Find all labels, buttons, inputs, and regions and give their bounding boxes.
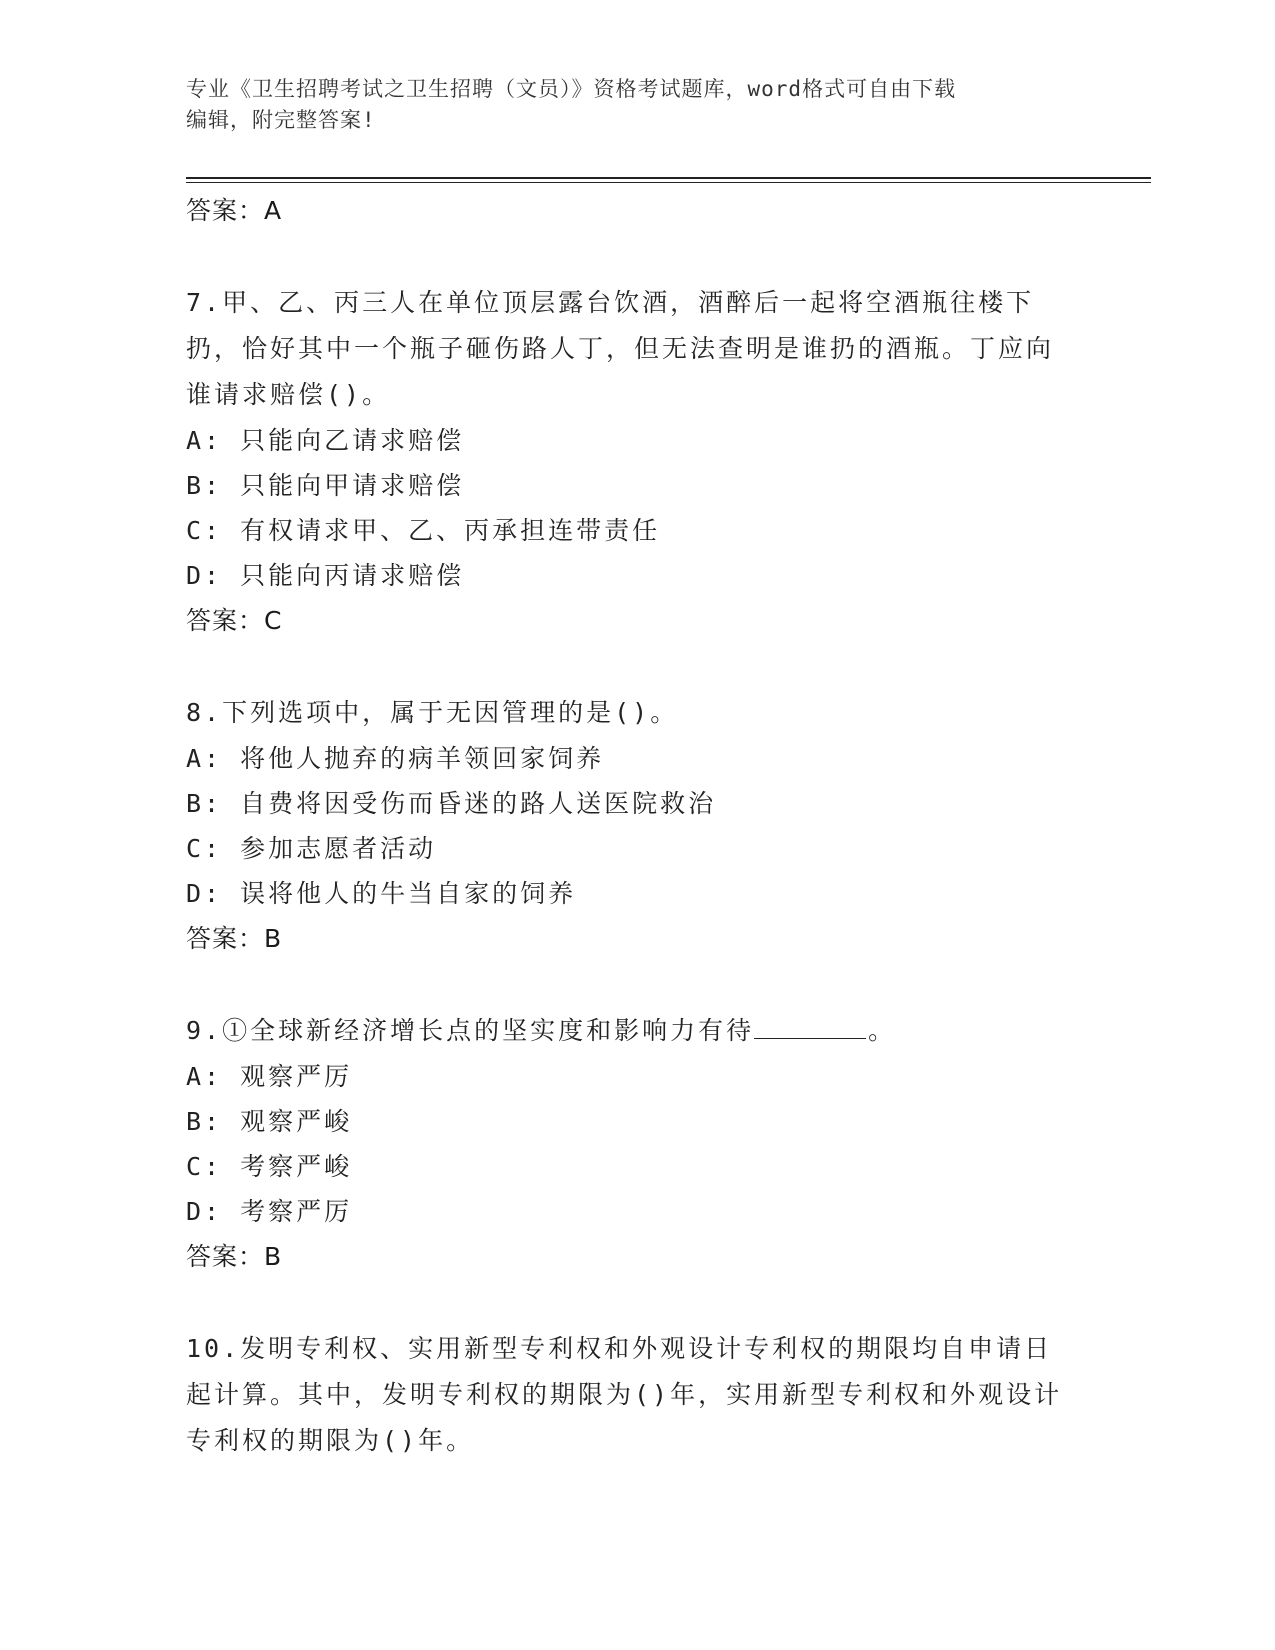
- answer-label: 答案：C: [186, 606, 283, 635]
- spacer: [186, 962, 1066, 1008]
- option-b: B: 只能向甲请求赔偿: [186, 471, 465, 500]
- header-rule-thick: [186, 177, 1151, 179]
- question-list: [186, 188, 1066, 1464]
- document-header: [186, 74, 1086, 136]
- option-d: D: 误将他人的牛当自家的饲养: [186, 879, 577, 908]
- header-line-2: 编辑，附完整答案!: [186, 108, 376, 132]
- spacer: [186, 1280, 1066, 1326]
- question-text: [186, 1008, 1066, 1054]
- spacer: [186, 644, 1066, 690]
- answer-label: 答案：B: [186, 924, 283, 953]
- question-item-9: [186, 1008, 1066, 1280]
- option-b: B: 自费将因受伤而昏迷的路人送医院救治: [186, 789, 717, 818]
- spacer: [186, 234, 1066, 280]
- question-text-before-blank: 9.①全球新经济增长点的坚实度和影响力有待: [186, 1016, 755, 1045]
- option-b: B: 观察严峻: [186, 1107, 353, 1136]
- question-item-8: [186, 690, 1066, 962]
- option-a: A: 观察严厉: [186, 1062, 353, 1091]
- fill-in-blank: [754, 1016, 866, 1039]
- previous-answer: 答案：A: [186, 196, 283, 225]
- answer-label: 答案：B: [186, 1242, 283, 1271]
- question-item-10: [186, 1326, 1066, 1464]
- header-rule-thin: [186, 182, 1151, 183]
- option-a: A: 将他人抛弃的病羊领回家饲养: [186, 744, 605, 773]
- option-c: C: 考察严峻: [186, 1152, 353, 1181]
- header-line-1: 专业《卫生招聘考试之卫生招聘（文员）》资格考试题库，word格式可自由下载: [186, 77, 957, 101]
- option-d: D: 考察严厉: [186, 1197, 353, 1226]
- option-a: A: 只能向乙请求赔偿: [186, 426, 465, 455]
- question-text: 10.发明专利权、实用新型专利权和外观设计专利权的期限均自申请日起计算。其中，发明专利权的期限为()年，实用新型专利权和外观设计专利权的期限为()年。: [186, 1334, 1063, 1455]
- question-text: 7.甲、乙、丙三人在单位顶层露台饮酒，酒醉后一起将空酒瓶往楼下扔，恰好其中一个瓶子砸伤路人丁，但无法查明是谁扔的酒瓶。丁应向谁请求赔偿()。: [186, 288, 1055, 409]
- question-item-7: [186, 280, 1066, 644]
- question-text: 8.下列选项中，属于无因管理的是()。: [186, 698, 679, 727]
- option-c: C: 有权请求甲、乙、丙承担连带责任: [186, 516, 661, 545]
- option-c: C: 参加志愿者活动: [186, 834, 437, 863]
- option-d: D: 只能向丙请求赔偿: [186, 561, 465, 590]
- question-text-after-blank: 。: [868, 1016, 897, 1045]
